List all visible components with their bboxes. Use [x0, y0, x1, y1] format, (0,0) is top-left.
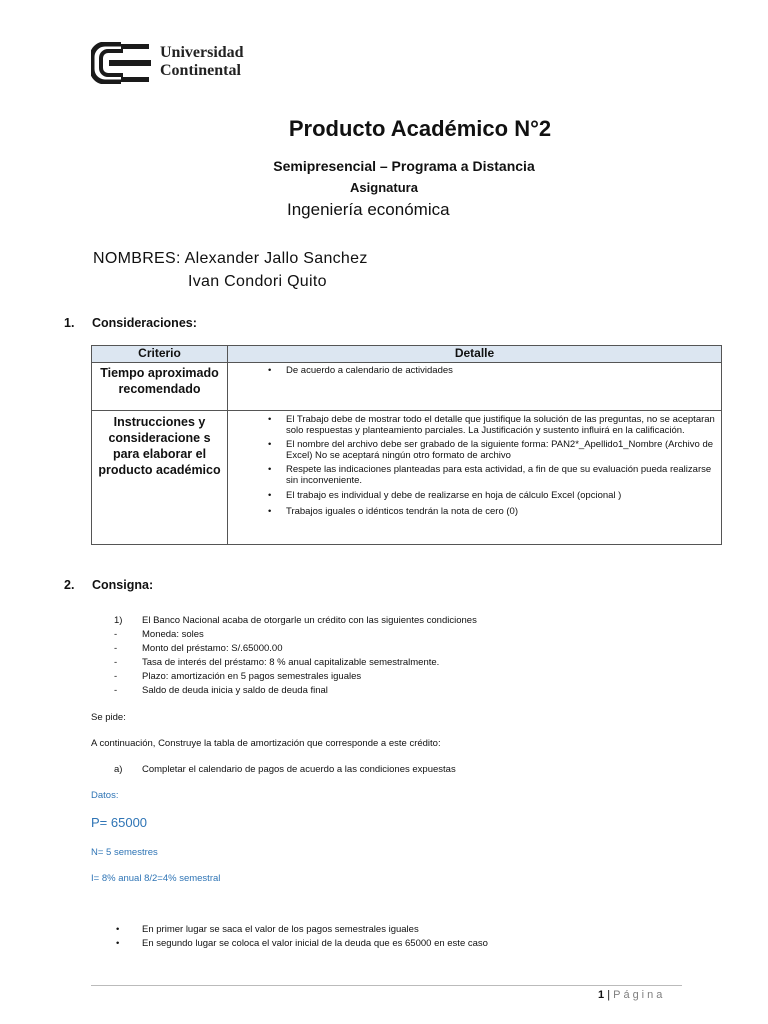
criterio-cell: Tiempo aproximado recomendado: [92, 363, 228, 411]
footer-divider: [91, 985, 682, 986]
detalle-cell: [228, 363, 722, 411]
student-name-1: Alexander Jallo Sanchez: [184, 250, 368, 267]
page-number: 1: [598, 989, 605, 1001]
continuation-text: A continuación, Construye la tabla de amortización que corresponde a este crédito:: [91, 738, 441, 749]
list-item: [114, 643, 477, 657]
criterio-cell: Instrucciones y consideracione s para elaborar el producto académico: [92, 411, 228, 545]
logo-line1: Universidad: [160, 44, 244, 61]
page-label: Página: [613, 989, 666, 1001]
section-title: Consigna:: [92, 578, 154, 592]
datos-label: Datos:: [91, 790, 119, 801]
section-title: Consideraciones:: [92, 316, 197, 330]
dash-marker: -: [114, 629, 118, 640]
document-title: Producto Académico N°2: [288, 116, 552, 141]
header-detalle: Detalle: [228, 346, 722, 363]
section-consideraciones: [64, 316, 197, 330]
list-item: [114, 685, 477, 699]
condition-text: Tasa de interés del préstamo: 8 % anual capitalizable semestralmente.: [142, 657, 440, 668]
table-row: [92, 363, 722, 411]
condition-text: Saldo de deuda inicia y saldo de deuda final: [142, 685, 328, 696]
header-criterio: Criterio: [92, 346, 228, 363]
condition-text: Monto del préstamo: S/.65000.00: [142, 643, 283, 654]
item-text: El Banco Nacional acaba de otorgarle un crédito con las siguientes condiciones: [142, 615, 477, 626]
university-logo-icon: [91, 42, 151, 84]
detalle-cell: [228, 411, 722, 545]
subtitle-asignatura: Asignatura: [350, 180, 418, 195]
dash-marker: -: [114, 643, 118, 654]
subtitle-modality: Semipresencial – Programa a Distancia: [273, 158, 535, 174]
datos-n: N= 5 semestres: [91, 847, 158, 858]
subject-name: Ingeniería económica: [287, 200, 450, 219]
item-marker: 1): [114, 615, 123, 626]
detalle-list: [228, 414, 721, 517]
dash-marker: -: [114, 671, 118, 682]
datos-i: I= 8% anual 8/2=4% semestral: [91, 873, 221, 884]
list-item: • Respete las indicaciones planteadas para esta actividad, a fin de que su evaluación pueda realizarse sin inconveniente.: [228, 464, 721, 486]
names-line: [93, 250, 368, 268]
list-item: [114, 629, 477, 643]
list-item: • En primer lugar se saca el valor de los pagos semestrales iguales: [114, 924, 488, 938]
list-item: • El trabajo es individual y debe de realizarse en hoja de cálculo Excel (opcional ): [228, 490, 721, 501]
condition-text: Plazo: amortización en 5 pagos semestrales iguales: [142, 671, 362, 682]
item-text: Completar el calendario de pagos de acuerdo a las condiciones expuestas: [142, 764, 456, 775]
list-item: • Trabajos iguales o idénticos tendrán la nota de cero (0): [228, 506, 721, 517]
footer-separator: |: [607, 989, 611, 1001]
dash-marker: -: [114, 685, 118, 696]
university-name: [160, 44, 244, 80]
steps-list: [114, 924, 488, 952]
table-row: [92, 411, 722, 545]
names-label: NOMBRES:: [93, 250, 181, 267]
list-item: [114, 657, 477, 671]
datos-p: P= 65000: [91, 815, 148, 830]
list-item: • El nombre del archivo debe ser grabado de la siguiente forma: PAN2*_Apellido1_Nombre (Archivo de Excel) No se aceptará ningún otro formato de archivo: [228, 439, 721, 461]
detalle-list: [228, 365, 721, 376]
table-header-row: [92, 346, 722, 363]
considerations-table: [91, 345, 722, 545]
logo-line2: Continental: [160, 62, 241, 79]
item-a: [114, 764, 456, 775]
dash-marker: -: [114, 657, 118, 668]
student-name-2: Ivan Condori Quito: [188, 273, 327, 290]
list-item: [114, 615, 477, 629]
conditions-list: [114, 615, 477, 699]
section-number: 1.: [64, 316, 75, 330]
item-marker: a): [114, 764, 123, 775]
list-item: [114, 671, 477, 685]
condition-text: Moneda: soles: [142, 629, 204, 640]
section-consigna: [64, 578, 153, 592]
se-pide-text: Se pide:: [91, 712, 126, 723]
list-item: • El Trabajo debe de mostrar todo el detalle que justifique la solución de las preguntas, no se aceptaran solo respuestas y planteamiento parciales. La Justificación y sustento influirá en la calificación.: [228, 414, 721, 436]
section-number: 2.: [64, 578, 75, 592]
list-item: • En segundo lugar se coloca el valor inicial de la deuda que es 65000 en este caso: [114, 938, 488, 952]
list-item: • De acuerdo a calendario de actividades: [228, 365, 721, 376]
page-footer: [598, 989, 665, 1001]
